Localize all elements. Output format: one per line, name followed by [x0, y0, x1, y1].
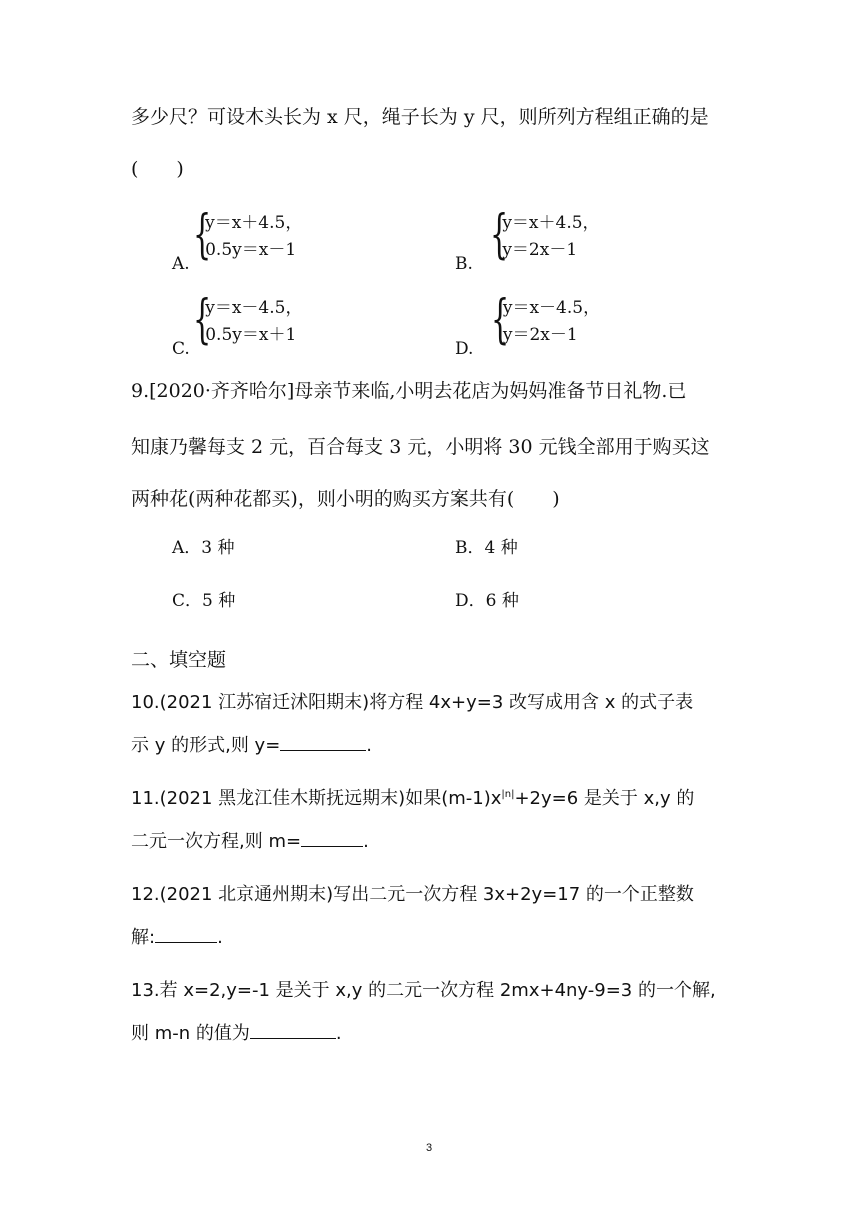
option-letter: A.: [172, 254, 190, 274]
option-text: 3 种: [201, 538, 235, 558]
option-letter: B.: [455, 254, 473, 274]
q10-line-2: [131, 737, 372, 755]
q8-option-d[interactable]: [455, 290, 601, 359]
q10-line-1: 10.(2021 江苏宿迁沭阳期末)将方程 4x+y=3 改写成用含 x 的式子表: [131, 692, 694, 713]
option-letter: C.: [172, 339, 190, 359]
answer-blank[interactable]: [155, 941, 217, 943]
equation-2: 0.5y＝x－1: [205, 240, 297, 260]
q13-text: 则 m-n 的值为: [131, 1023, 250, 1044]
q13-period: .: [335, 1023, 342, 1044]
equation-system: [490, 290, 601, 350]
option-letter: D.: [455, 339, 474, 359]
q12-line-1: 12.(2021 北京通州期末)写出二元一次方程 3x+2y=17 的一个正整数: [131, 884, 694, 905]
answer-blank[interactable]: [301, 845, 363, 847]
q8-option-a[interactable]: [172, 205, 303, 274]
q11-text: 11.(2021 黑龙江佳木斯抚远期末)如果(m-1)x: [131, 788, 502, 809]
q9-stem-line-1: 9.[2020·齐齐哈尔]母亲节来临,小明去花店为妈妈准备节日礼物.已: [131, 380, 687, 402]
q8-stem-tail: 多少尺？可设木头长为 x 尺，绳子长为 y 尺，则所列方程组正确的是: [131, 106, 709, 128]
equation-system: [193, 205, 303, 265]
q13-line-1: 13.若 x=2,y=-1 是关于 x,y 的二元一次方程 2mx+4ny-9=3 的一个解,: [131, 980, 716, 1001]
left-brace-icon: {: [490, 205, 509, 265]
equation-1: y＝x－4.5，: [205, 298, 303, 318]
q11-line-2: [131, 833, 369, 851]
equation-2: 0.5y＝x＋1: [205, 325, 297, 345]
left-brace-icon: {: [490, 290, 510, 350]
equation-system: [193, 290, 303, 350]
option-text: 4 种: [484, 538, 518, 558]
q13-line-2: [131, 1025, 342, 1043]
option-letter: C．: [172, 591, 203, 611]
section-title: 二、填空题: [131, 649, 227, 671]
left-brace-icon: {: [193, 205, 212, 265]
q11-text-rest: +2y=6 是关于 x,y 的: [514, 788, 695, 809]
equation-2: y＝2x－1: [502, 240, 578, 260]
q8-option-b[interactable]: [455, 205, 600, 274]
q9-stem-line-2: 知康乃馨每支 2 元，百合每支 3 元，小明将 30 元钱全部用于购买这: [131, 436, 710, 458]
equation-system: [490, 205, 600, 265]
q12-text: 解:: [131, 927, 156, 948]
option-letter: D．: [455, 591, 486, 611]
equation-1: y＝x－4.5，: [502, 298, 601, 318]
equation-1: y＝x＋4.5，: [205, 213, 303, 233]
exponent: |n|: [501, 789, 515, 800]
q12-line-2: [131, 929, 223, 947]
left-brace-icon: {: [193, 290, 212, 350]
q11-line-1: [131, 790, 694, 808]
q10-text: 示 y 的形式,则 y=: [131, 735, 281, 756]
equation-2: y＝2x－1: [502, 325, 578, 345]
option-text: 5 种: [202, 591, 236, 611]
equation-1: y＝x＋4.5，: [502, 213, 600, 233]
q9-option-b[interactable]: [455, 540, 518, 557]
option-text: 6 种: [485, 591, 519, 611]
q9-stem-line-3: 两种花(两种花都买)，则小明的购买方案共有( ): [131, 488, 560, 510]
q9-option-a[interactable]: [172, 540, 235, 557]
option-letter: B．: [455, 538, 485, 558]
q8-option-c[interactable]: [172, 290, 303, 359]
option-letter: A．: [172, 538, 202, 558]
q12-period: .: [217, 927, 223, 948]
q11-text: 二元一次方程,则 m=: [131, 831, 302, 852]
q9-option-c[interactable]: [172, 593, 235, 610]
q9-option-d[interactable]: [455, 593, 519, 610]
q11-period: .: [363, 831, 369, 852]
answer-blank[interactable]: [280, 749, 366, 751]
q10-period: .: [366, 735, 373, 756]
page-number: 3: [426, 1142, 433, 1154]
answer-blank[interactable]: [250, 1037, 336, 1039]
q8-answer-paren: ( ): [131, 158, 184, 180]
